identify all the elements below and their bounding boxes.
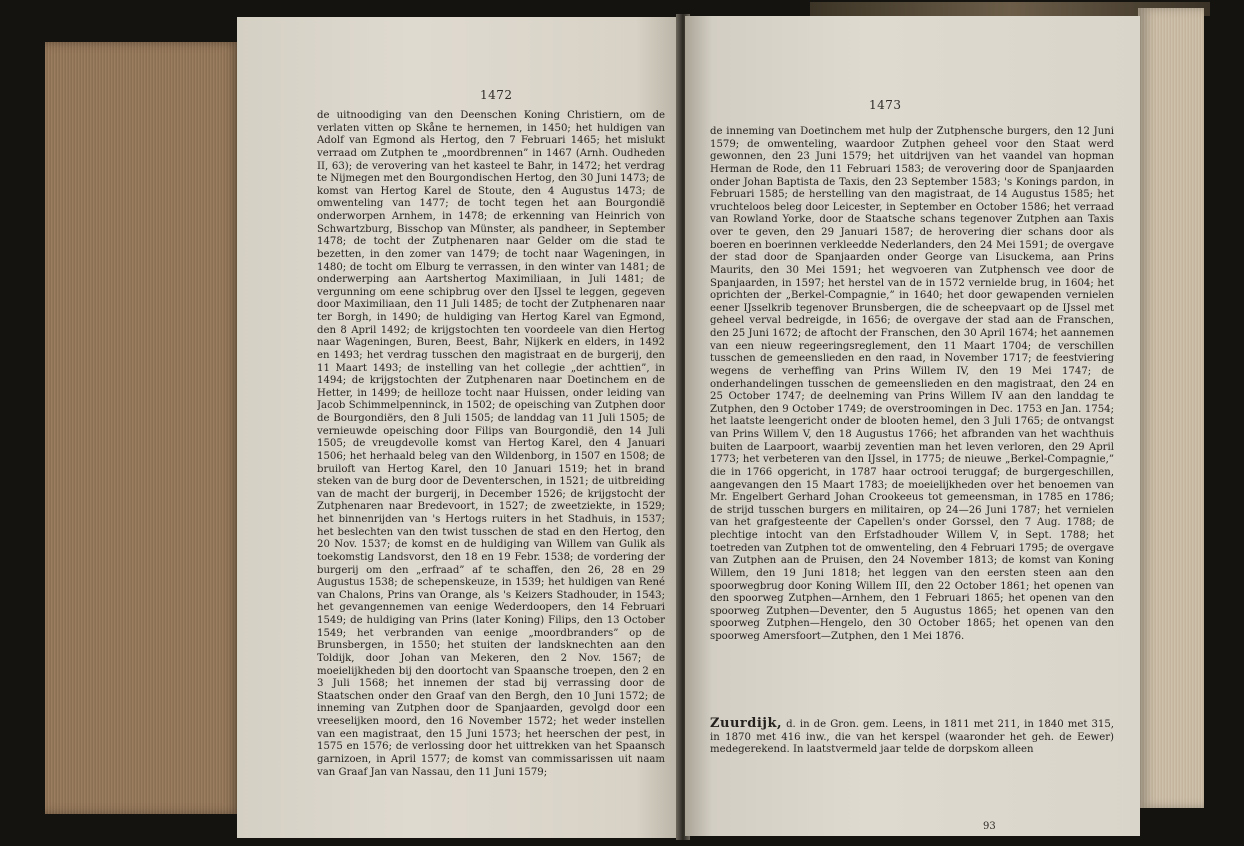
right-page bbox=[685, 16, 1140, 836]
left-page bbox=[237, 17, 680, 838]
dictionary-entry bbox=[710, 718, 1114, 757]
left-page-text: de uitnoodiging van den Deenschen Koning Christiern, om de verlaten vitten op Skåne te hernemen, in 1450; het huldigen van Adolf van Egmond als Hertog, den 7 Februari 1465; het mislukt verraad om Zutphen te „moordbrennen” in 1467 (Arnh. Oudheden II, 63); de verovering van het kasteel te Bahr, in 1472; het verdrag te Nijmegen met den Bourgondischen Hertog, den 30 Juni 1473; de komst van Hertog Karel de Stoute, den 4 Augustus 1473; de omwenteling van 1477; de tocht tegen het aan Bourgondië onderworpen Arnhem, in 1478; de erkenning van Heinrich von Schwartzburg, Bisschop van Münster, als pandheer, in September 1478; de tocht der Zutphenaren naar Gelder om die stad te bezetten, in den zomer van 1479; de tocht naar Wageningen, in 1480; de tocht om Elburg te verrassen, in den winter van 1481; de onderwerping aan Aartshertog Maximiliaan, in Juli 1481; de vergunning om eene schipbrug over den IJssel te leggen, gegeven door Maximiliaan, den 11 Juli 1485; de tocht der Zutphenaren naar ter Borgh, in 1490; de huldiging van Hertog Karel van Egmond, den 8 April 1492; de krijgstochten ten voordeele van dien Hertog naar Wageningen, Buren, Beest, Bahr, Nijkerk en elders, in 1492 en 1493; het verdrag tusschen den magistraat en de burgerij, den 11 Maart 1493; de instelling van het collegie „der achttien”, in 1494; de krijgstochten der Zutphenaren naar Doetinchem en de Hetter, in 1499; de heilloze tocht naar Huissen, onder leiding van Jacob Schimmelpenninck, in 1502; de opeisching van Zutphen door de Bourgondiërs, den 8 Juli 1505; de landdag van 11 Juli 1505; de vernieuwde opeisching door Filips van Bourgondië, den 14 Juli 1505; de vreugdevolle komst van Hertog Karel, den 4 Januari 1506; het herhaald beleg van den Wildenborg, in 1507 en 1508; de bruiloft van Hertog Karel, den 10 Januari 1519; het in brand steken van de burg door de Deventerschen, in 1521; de uitbreiding van de macht der burgerij, in December 1526; de krijgstocht der Zutphenaren naar Bredevoort, in 1527; de zweetziekte, in 1529; het binnenrijden van 's Hertogs ruiters in het Stadhuis, in 1537; het beslechten van den twist tusschen de stad en den Hertog, den 20 Nov. 1537; de komst en de huldiging van Willem van Gulik als toekomstig Landsvorst, den 18 en 19 Febr. 1538; de vordering der burgerij om den „erfraad” af te schaffen, den 26, 28 en 29 Augustus 1538; de schepenskeuze, in 1539; het huldigen van René van Chalons, Prins van Orange, als 's Keizers Stadhouder, in 1543; het gevangennemen van eenige Wederdoopers, den 14 Februari 1549; de huldiging van Prins (later Koning) Filips, den 13 October 1549; het verbranden van eenige „moordbranders” op de Brunsbergen, in 1550; het stuiten der landsknechten aan den Toldijk, door Johan van Mekeren, den 2 Nov. 1567; de moeielijkheden bij den doortocht van Spaansche troepen, den 2 en 3 Juli 1568; het innemen der stad bij verrassing door de Staatschen onder den Graaf van den Bergh, den 10 Juni 1572; de inneming van Zutphen door de Spanjaarden, gevolgd door een vreeselijken moord, den 16 November 1572; het weder instellen van een magistraat, den 15 Juni 1573; het heerschen der pest, in 1575 en 1576; de verlossing door het uittrekken van het Spaansch garnizoen, in April 1577; de komst van commissarissen uit naam van Graaf Jan van Nassau, den 11 Juni 1579; bbox=[317, 110, 665, 778]
left-page-number: 1472 bbox=[480, 88, 513, 102]
signature-mark: 93 bbox=[983, 821, 996, 832]
book-page-edges-left bbox=[45, 42, 240, 814]
entry-headword: Zuurdijk, bbox=[710, 716, 783, 731]
right-page-number: 1473 bbox=[869, 98, 902, 112]
book-page-edges-right bbox=[1138, 8, 1204, 808]
entry-body: d. in de Gron. gem. Leens, in 1811 met 211, in 1840 met 315, in 1870 met 416 inw., die van het kerspel (waaronder het geh. de Eewer) medegerekend. In laatstvermeld jaar telde de dorpskom alleen bbox=[710, 719, 1114, 756]
right-page-text: de inneming van Doetinchem met hulp der Zutphensche burgers, den 12 Juni 1579; de omwenteling, waardoor Zutphen geheel voor den Staat werd gewonnen, den 23 Juni 1579; het uitdrijven van het vaandel van hopman Herman de Rode, den 11 Februari 1583; de verovering door de Spanjaarden onder Johan Baptista de Taxis, den 23 September 1583; 's Konings pardon, in Februari 1585; de herstelling van den magistraat, de 14 Augustus 1585; het vruchteloos beleg door Leicester, in September en October 1586; het verraad van Rowland Yorke, door de Staatsche schans tegenover Zutphen aan Taxis over te geven, den 29 Januari 1587; de herovering dier schans door als boeren en boerinnen verkleedde Nederlanders, den 24 Mei 1591; de overgave der stad door de Spanjaarden onder George van Lisuckema, aan Prins Maurits, den 30 Mei 1591; het wegvoeren van Zutphensch vee door de Spanjaarden, in 1597; het herstel van de in 1572 vernielde brug, in 1604; het oprichten der „Berkel-Compagnie,” in 1640; het door gewapenden vernielen eener IJsselkrib tegenover Brunsbergen, die de scheepvaart op de IJssel met geheel verval bedreigde, in 1656; de overgave der stad aan de Franschen, den 25 Juni 1672; de aftocht der Franschen, den 30 April 1674; het aannemen van een nieuw regeeringsreglement, den 11 Maart 1704; de verschillen tusschen de gemeenslieden en den raad, in November 1717; de feestviering wegens de verheffing van Prins Willem IV, den 19 Mei 1747; de onderhandelingen tusschen de gemeenslieden en den magistraat, den 24 en 25 October 1747; de deelneming van Prins Willem IV aan den landdag te Zutphen, den 9 October 1749; de overstroomingen in Dec. 1753 en Jan. 1754; het laatste leengericht onder de blooten hemel, den 3 Juli 1765; de ontvangst van Prins Willem V, den 18 Augustus 1766; het afbranden van het wachthuis buiten de Laarpoort, waarbij zeventien man het leven verloren, den 29 April 1773; het verbeteren van den IJssel, in 1775; de nieuwe „Berkel-Compagnie,” die in 1766 opgericht, in 1787 haar octrooi teruggaf; de burgergeschillen, aangevangen den 15 Maart 1783; de moeielijkheden over het benoemen van Mr. Engelbert Gerhard Johan Crookeeus tot gemeensman, in 1785 en 1786; de strijd tusschen burgers en militairen, op 24—26 Juni 1787; het vernielen van het grafgesteente der Capellen's onder Gorssel, den 7 Aug. 1788; de plechtige intocht van den Erfstadhouder Willem V, in Sept. 1788; het toetreden van Zutphen tot de omwenteling, den 4 Februari 1795; de overgave van Zutphen aan de Pruisen, den 24 November 1813; de komst van Koning Willem, den 19 Juni 1818; het leggen van den eersten steen aan den spoorwegbrug door Koning Willem III, den 22 October 1861; het openen van den spoorweg Zutphen—Arnhem, den 1 Februari 1865; het openen van den spoorweg Zutphen—Deventer, den 5 Augustus 1865; het openen van den spoorweg Zutphen—Hengelo, den 30 October 1865; het openen van den spoorweg Amersfoort—Zutphen, den 1 Mei 1876. bbox=[710, 126, 1114, 642]
